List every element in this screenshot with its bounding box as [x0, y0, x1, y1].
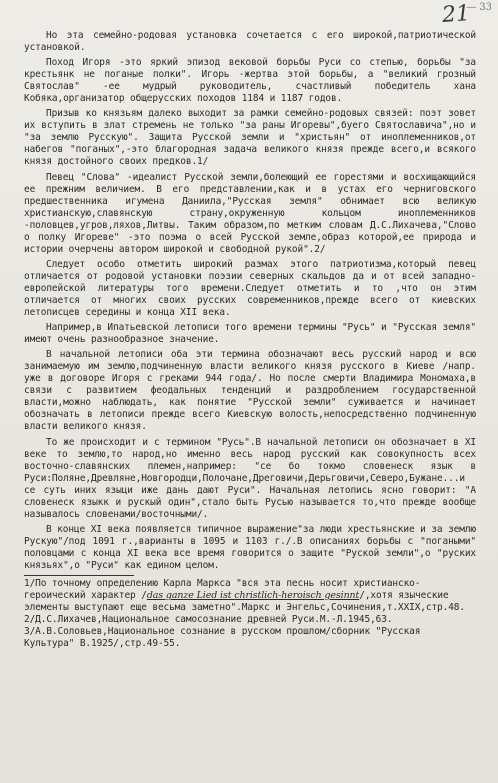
- footnote: [24, 614, 476, 626]
- footnote-text: 3/А.В.Соловьев,Национальное сознание в русском прошлом/сборник "Русская Культура" В.1925/,стр.49-55.: [24, 626, 421, 650]
- paragraph: То же происходит и с термином "Русь".В начальной летописи он обозначает в XI веке то землю,то народ,но именно весь народ русский как совокупность всех восточно-славянских племен,например: "се бо токмо словенеск язык в Руси:Поляне,Древляне,Новгородци,Полочане,Дреговичи,Дерьговичи,Северо,Бужане...и се суть иних языци иже дань дают Руси". Начальная летопись ясно говорит: "А словенеск языкк и рускый один",стало быть Русью называется то,что прежде вообще называлось словенами/восточными/.: [24, 436, 476, 520]
- footnote-text: /,хотя языческие элементы выступают еще весьма заметно".Маркс и Энгельс,Сочинения,т.XXIX,стр.48.: [24, 590, 465, 614]
- footnote: [24, 626, 476, 650]
- paragraph: Поход Игоря -это яркий эпизод вековой борьбы Руси со степью, борьбы "за крестьянк не поганые полки". Игорь -жертва этой борьбы, а "великий грозный Святослав" -ее мудрый руководитель, счастливый победитель хана Кобяка,организатор общерусских походов 1184 и 1187 годов.: [24, 57, 476, 105]
- paragraph: Например,в Ипатьевской летописи того времени термины "Русь" и "Русская земля" имеют очень разнообразное значение.: [24, 322, 476, 346]
- page-number-handwritten: 21: [441, 1, 471, 28]
- footnote-divider: [24, 575, 134, 576]
- body-text: [24, 30, 476, 572]
- footnote: [24, 578, 476, 614]
- paragraph: Следует особо отметить широкий размах этого патриотизма,который певец отличается от родовой установки поэзии северных скальдов да и от всей западно-европейской литературы того времени.Следует отметить и то ,что он этим отличается от многих своих русских современников,прежде всего от киевских летописцев середины и конца XII века.: [24, 258, 476, 319]
- paragraph: В конце XI века появляется типичное выражение"за люди хрестьянские и за землю Рускую"/под 1091 г.,варианты в 1095 и 1103 г./.В описаниях борьбы с "погаными" половцами с конца XI века все время говорится о защите "Руской земли",о "руских князьях",о "Руси" как едином целом.: [24, 523, 476, 571]
- paragraph: Певец "Слова" -идеалист Русской земли,болеющий ее горестями и восхищающийся ее прежним величием. В его представлении,как и в устах его черниговского предшественника игумена Даниила,"Русская земля" обнимает всю великую христианскую,славянскую страну,окруженную кольцом иноплеменников -половцев,угров,ляхов,Литвы. Таким образом,по метким словам Д.С.Лихачева,"Слово о полку Игореве" -это поэма о всей Русской земле,образ которой,ее природа и истории очерчены автором широкой и свободной рукой".2/: [24, 171, 476, 255]
- paragraph: В начальной летописи оба эти термина обозначают весь русский народ и всю занимаемую им землю,подчиненную власти великого князя русского в Киеве /напр. уже в договоре Игоря с греками 944 года/. Но после смерти Владимира Мономаха,в связи с развитием феодальных тенденций и раздроблением государственной власти,можно наблюдать, как понятие "Русской земли" суживается и начинает обозначать в летописи прежде всего Киевскую волость,непосредственно подчиненную власти великого князя.: [24, 349, 476, 433]
- paragraph: Но эта семейно-родовая установка сочетается с его широкой,патриотической установкой.: [24, 30, 476, 54]
- footnotes: [24, 578, 476, 650]
- footnote-text: 2/Д.С.Лихачев,Национальное самосознание древней Руси.М.-Л.1945,63.: [24, 614, 393, 626]
- footnote-text: 1/По точному определению Карла Маркса "вся эта песнь носит христианско-героический характер /: [24, 578, 421, 602]
- paragraph: Призыв ко князьям далеко выходит за рамки семейно-родовых связей: поэт зовет их вступить в злат стремень не только "за раны Игоревы",буего Святославича",но и "за землю Русскую". Защита Русской земли и "христьян" от иноплеменников,от набегов "поганых",-это благородная задача великого князя прежде всего,и всякого князя достойного своих предков.1/: [24, 108, 476, 168]
- corner-mark: — 33: [466, 2, 492, 13]
- footnote-handwritten-insert: das ganze Lied ist christlich-heroisch gesinnt: [146, 590, 360, 602]
